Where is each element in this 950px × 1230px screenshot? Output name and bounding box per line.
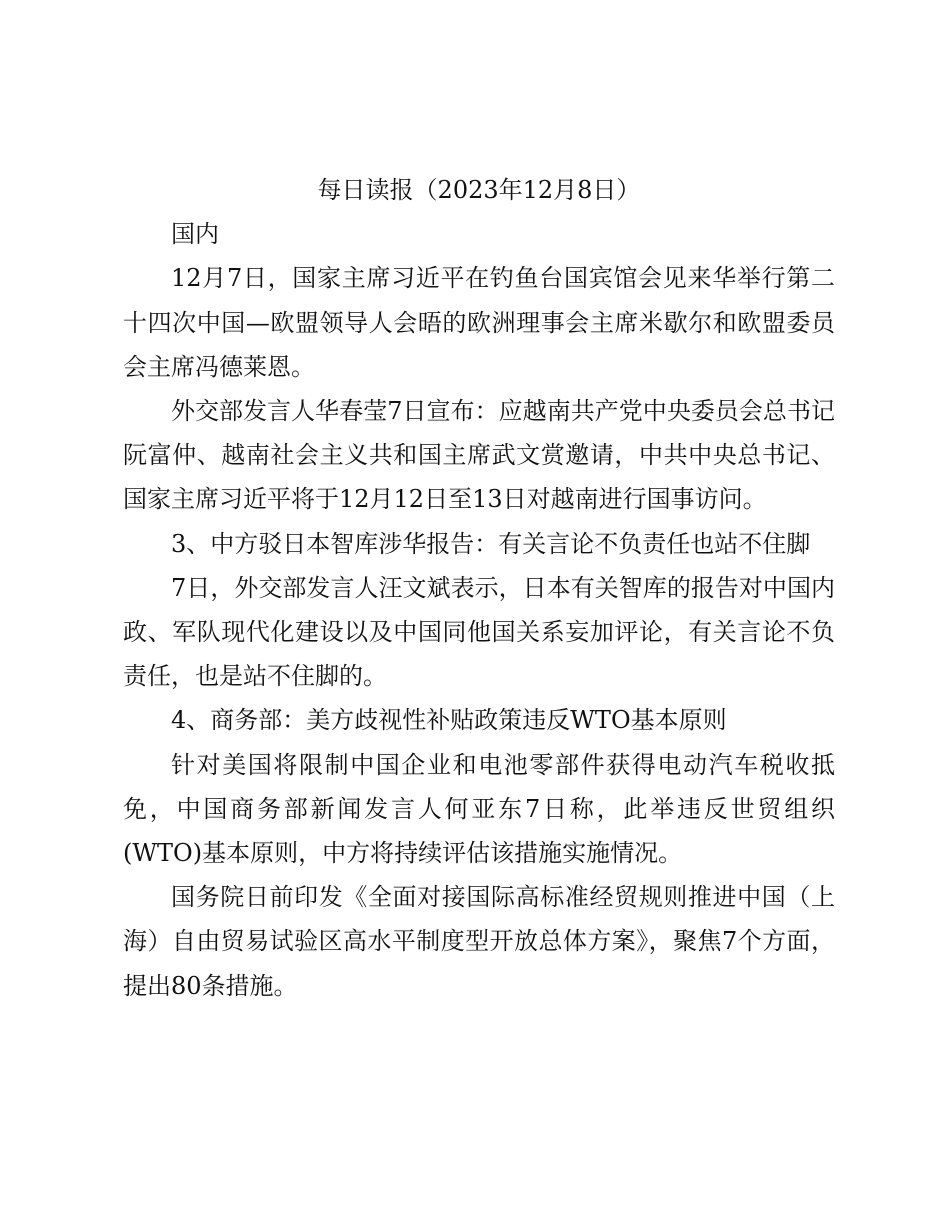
news-paragraph-vietnam-visit: 外交部发言人华春莹7日宣布：应越南共产党中央委员会总书记阮富仲、越南社会主义共和国主席武文赏邀请，中共中央总书记、国家主席习近平将于12月12日至13日对越南进行国事访问。 [123, 397, 835, 514]
news-paragraph-eu-meeting: 12月7日，国家主席习近平在钓鱼台国宾馆会见来华举行第二十四次中国—欧盟领导人会晤的欧洲理事会主席米歇尔和欧盟委员会主席冯德莱恩。 [123, 264, 835, 381]
news-paragraph-wto: 针对美国将限制中国企业和电池零部件获得电动汽车税收抵免，中国商务部新闻发言人何亚东7日称，此举违反世贸组织(WTO)基本原则，中方将持续评估该措施实施情况。 [123, 750, 835, 868]
news-paragraph-japan-thinktank: 7日，外交部发言人汪文斌表示，日本有关智库的报告对中国内政、军队现代化建设以及中国同他国关系妄加评论，有关言论不负责任，也是站不住脚的。 [123, 573, 835, 691]
news-headline-japan-thinktank: 3、中方驳日本智库涉华报告：有关言论不负责任也站不住脚 [171, 529, 811, 558]
document-page [123, 168, 835, 1008]
news-paragraph-shanghai-ftz: 国务院日前印发《全面对接国际高标准经贸规则推进中国（上海）自由贸易试验区高水平制度型开放总体方案》，聚焦7个方面，提出80条措施。 [123, 883, 835, 1000]
section-heading-domestic: 国内 [171, 220, 219, 249]
document-title: 每日读报（2023年12月8日） [317, 176, 641, 204]
news-headline-wto: 4、商务部：美方歧视性补贴政策违反WTO基本原则 [171, 706, 727, 735]
